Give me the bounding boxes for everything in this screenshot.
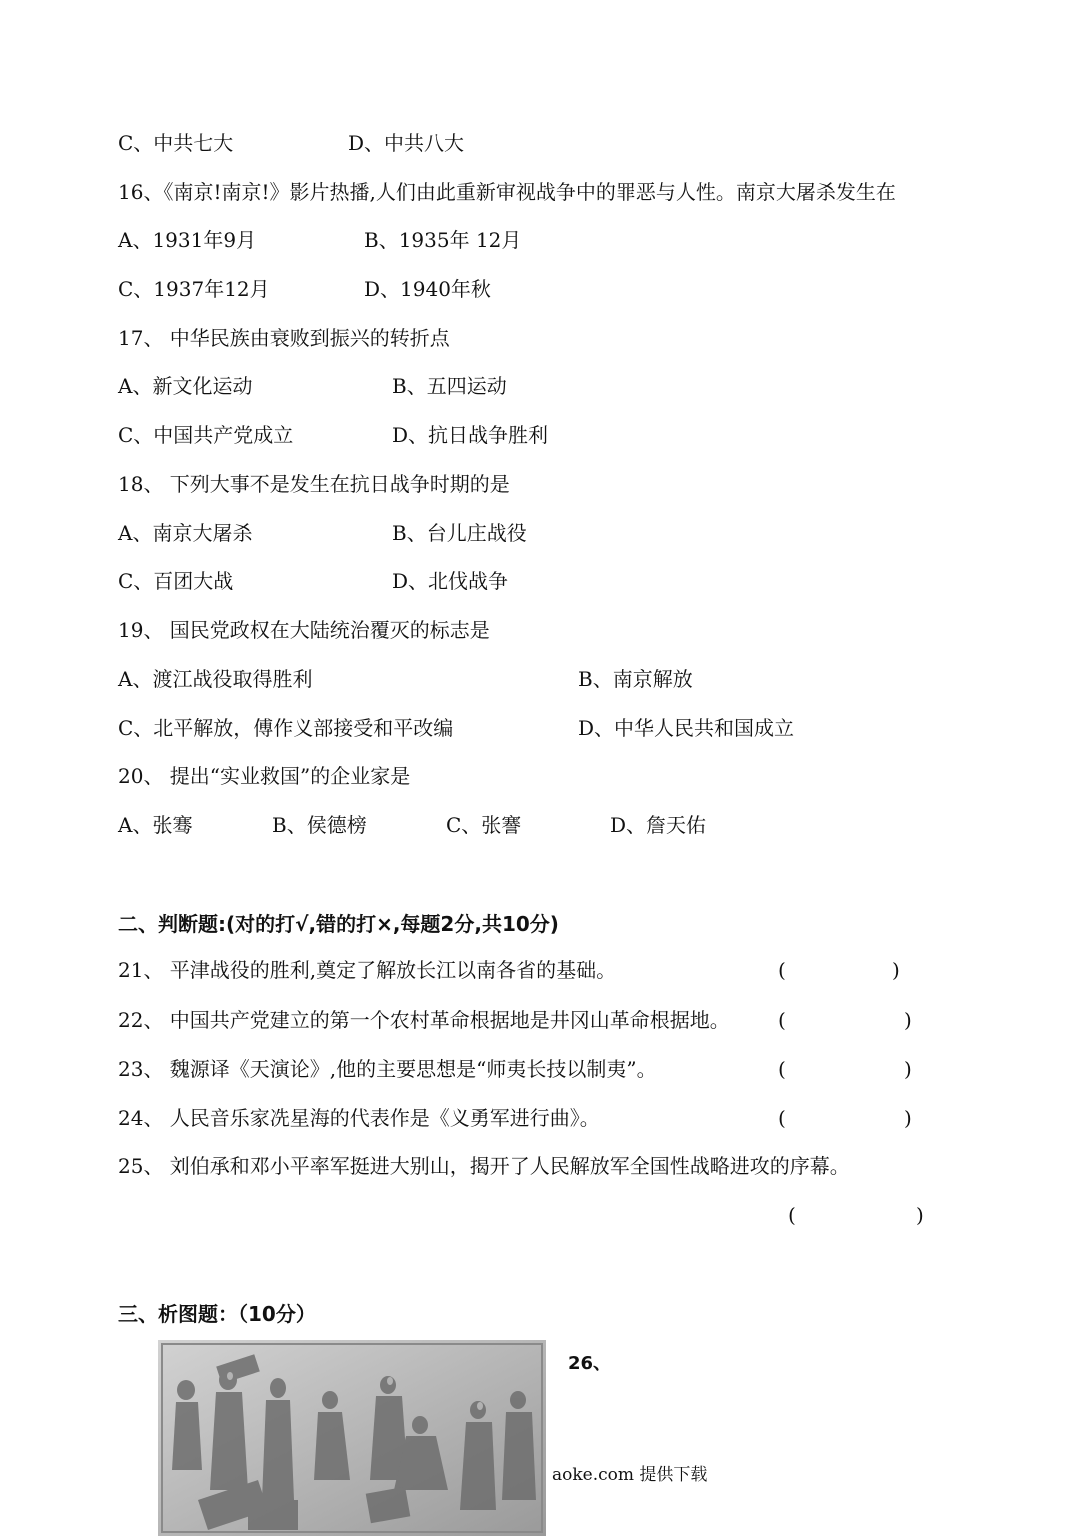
q17-stem: 17、 中华民族由衰败到振兴的转折点	[118, 326, 450, 350]
q19-option-b: B、南京解放	[578, 667, 693, 691]
tf-item-24: 24、 人民音乐家冼星海的代表作是《义勇军进行曲》。	[118, 1106, 600, 1130]
relief-sculpture-image	[158, 1340, 546, 1536]
q19-option-d: D、中华人民共和国成立	[578, 716, 795, 740]
q20-stem: 20、 提出“实业救国”的企业家是	[118, 764, 411, 788]
q16-option-d: D、1940年秋	[364, 277, 491, 301]
relief-figures-illustration	[158, 1340, 546, 1536]
answer-paren-open: (	[778, 1106, 786, 1130]
q19-stem: 19、 国民党政权在大陆统治覆灭的标志是	[118, 618, 490, 642]
q18-option-b: B、台儿庄战役	[392, 521, 527, 545]
q19-option-a: A、渡江战役取得胜利	[118, 667, 313, 691]
q16-stem: 16、《南京!南京!》影片热播,人们由此重新审视战争中的罪恶与人性。南京大屠杀发生在	[118, 180, 896, 204]
q17-option-a: A、新文化运动	[118, 374, 253, 398]
answer-paren-open: (	[778, 1008, 786, 1032]
q20-option-c: C、张謇	[446, 813, 522, 837]
section3-heading: 三、析图题：（10分）	[118, 1302, 316, 1326]
answer-paren-open: (	[778, 1057, 786, 1081]
q17-option-b: B、五四运动	[392, 374, 507, 398]
tf-item-25: 25、 刘伯承和邓小平率军挺进大别山，揭开了人民解放军全国性战略进攻的序幕。	[118, 1154, 850, 1178]
q16-option-a: A、1931年9月	[118, 228, 257, 252]
q16-option-b: B、1935年 12月	[364, 228, 522, 252]
answer-paren-open: (	[788, 1203, 796, 1227]
answer-paren-close: )	[904, 1106, 912, 1130]
q15-option-c: C、中共七大	[118, 131, 234, 155]
tf-item-22: 22、 中国共产党建立的第一个农村革命根据地是井冈山革命根据地。	[118, 1008, 730, 1032]
q15-option-d: D、中共八大	[348, 131, 465, 155]
tf-item-23: 23、 魏源译《天演论》,他的主要思想是“师夷长技以制夷”。	[118, 1057, 657, 1081]
q16-option-c: C、1937年12月	[118, 277, 270, 301]
q26-label: 26、	[568, 1353, 612, 1374]
q18-option-a: A、南京大屠杀	[118, 521, 253, 545]
q18-option-d: D、北伐战争	[392, 569, 509, 593]
q18-stem: 18、 下列大事不是发生在抗日战争时期的是	[118, 472, 510, 496]
q20-option-b: B、侯德榜	[272, 813, 367, 837]
answer-paren-close: )	[916, 1203, 924, 1227]
q19-option-c: C、北平解放，傅作义部接受和平改编	[118, 716, 454, 740]
section2-heading: 二、判断题:(对的打√,错的打×,每题2分,共10分)	[118, 912, 559, 936]
answer-paren-close: )	[904, 1057, 912, 1081]
tf-item-21: 21、 平津战役的胜利,奠定了解放长江以南各省的基础。	[118, 958, 617, 982]
answer-paren-open: (	[778, 958, 786, 982]
q17-option-c: C、中国共产党成立	[118, 423, 294, 447]
q17-option-d: D、抗日战争胜利	[392, 423, 549, 447]
q20-option-d: D、詹天佑	[610, 813, 707, 837]
q18-option-c: C、百团大战	[118, 569, 234, 593]
answer-paren-close: )	[892, 958, 900, 982]
q20-option-a: A、张骞	[118, 813, 193, 837]
answer-paren-close: )	[904, 1008, 912, 1032]
watermark-text: aoke.com 提供下载	[552, 1465, 708, 1485]
